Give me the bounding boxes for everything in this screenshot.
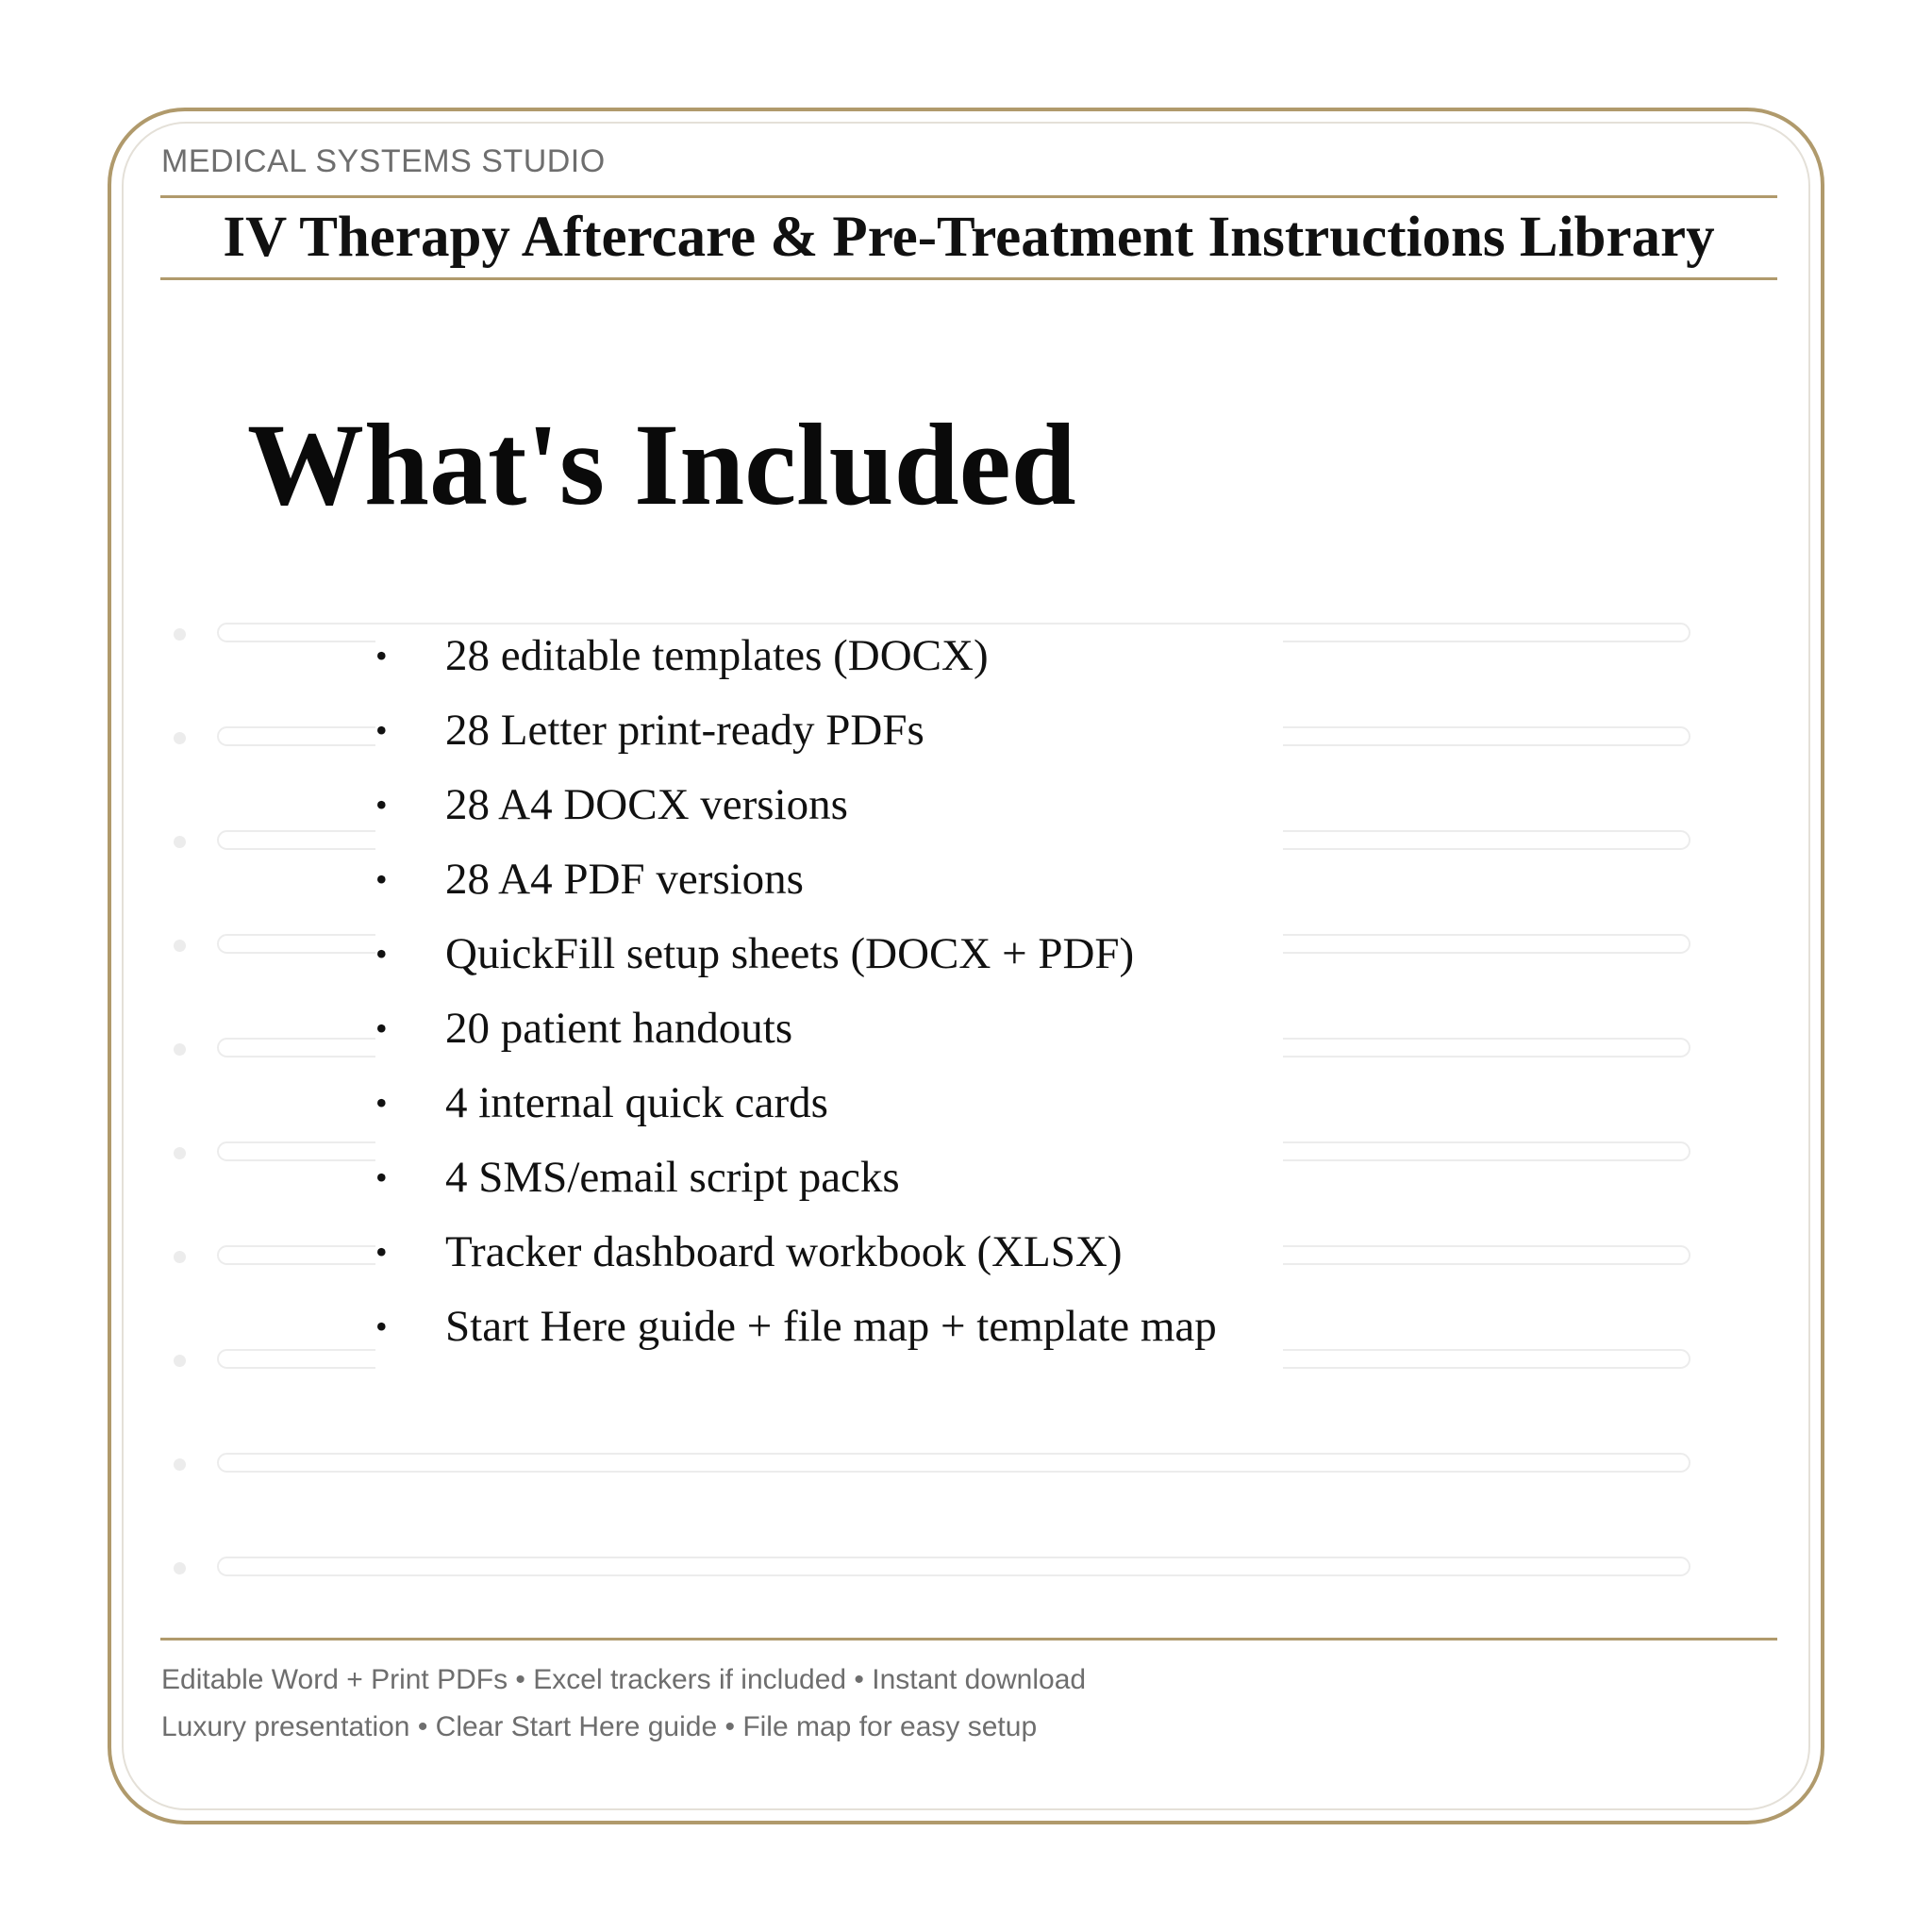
title-rule-bottom xyxy=(160,277,1777,280)
brand-name: MEDICAL SYSTEMS STUDIO xyxy=(161,143,606,179)
bullet-icon: • xyxy=(375,1084,388,1122)
placeholder-dot xyxy=(174,732,186,744)
bullet-icon: • xyxy=(375,1233,388,1271)
title-rule-top xyxy=(160,195,1777,198)
bullet-icon: • xyxy=(375,637,388,675)
list-item-label: 28 A4 PDF versions xyxy=(445,855,804,904)
placeholder-dot xyxy=(174,940,186,952)
list-item-label: 28 Letter print-ready PDFs xyxy=(445,706,924,755)
placeholder-pill xyxy=(217,1453,1690,1473)
list-item-label: 4 internal quick cards xyxy=(445,1078,828,1127)
section-heading: What's Included xyxy=(247,400,1076,529)
list-item-label: 20 patient handouts xyxy=(445,1004,793,1053)
document-title: IV Therapy Aftercare & Pre-Treatment Instructions Library xyxy=(223,206,1715,269)
footer-line-2: Luxury presentation • Clear Start Here guide • File map for easy setup xyxy=(161,1711,1038,1742)
bullet-icon: • xyxy=(375,860,388,898)
placeholder-dot xyxy=(174,1562,186,1574)
placeholder-dot xyxy=(174,1147,186,1159)
footer-line-1: Editable Word + Print PDFs • Excel trackers if included • Instant download xyxy=(161,1664,1087,1695)
bullet-icon: • xyxy=(375,1009,388,1047)
bullet-icon: • xyxy=(375,1158,388,1196)
placeholder-dot xyxy=(174,628,186,641)
list-item-label: 4 SMS/email script packs xyxy=(445,1153,900,1202)
bullet-icon: • xyxy=(375,786,388,824)
bullet-icon: • xyxy=(375,711,388,749)
footer-rule xyxy=(160,1638,1777,1641)
placeholder-dot xyxy=(174,1251,186,1263)
placeholder-dot xyxy=(174,1458,186,1471)
placeholder-row xyxy=(0,1555,1932,1583)
placeholder-dot xyxy=(174,1355,186,1367)
placeholder-row xyxy=(0,1451,1932,1479)
list-item-label: 28 editable templates (DOCX) xyxy=(445,631,989,680)
list-item-label: QuickFill setup sheets (DOCX + PDF) xyxy=(445,929,1135,978)
list-item-label: 28 A4 DOCX versions xyxy=(445,780,848,829)
placeholder-pill xyxy=(217,1557,1690,1576)
list-item-label: Start Here guide + file map + template map xyxy=(445,1302,1217,1351)
placeholder-dot xyxy=(174,1043,186,1056)
list-item-label: Tracker dashboard workbook (XLSX) xyxy=(445,1227,1123,1276)
placeholder-dot xyxy=(174,836,186,848)
included-items-list xyxy=(375,627,1283,1382)
bullet-icon: • xyxy=(375,1307,388,1345)
bullet-icon: • xyxy=(375,935,388,973)
